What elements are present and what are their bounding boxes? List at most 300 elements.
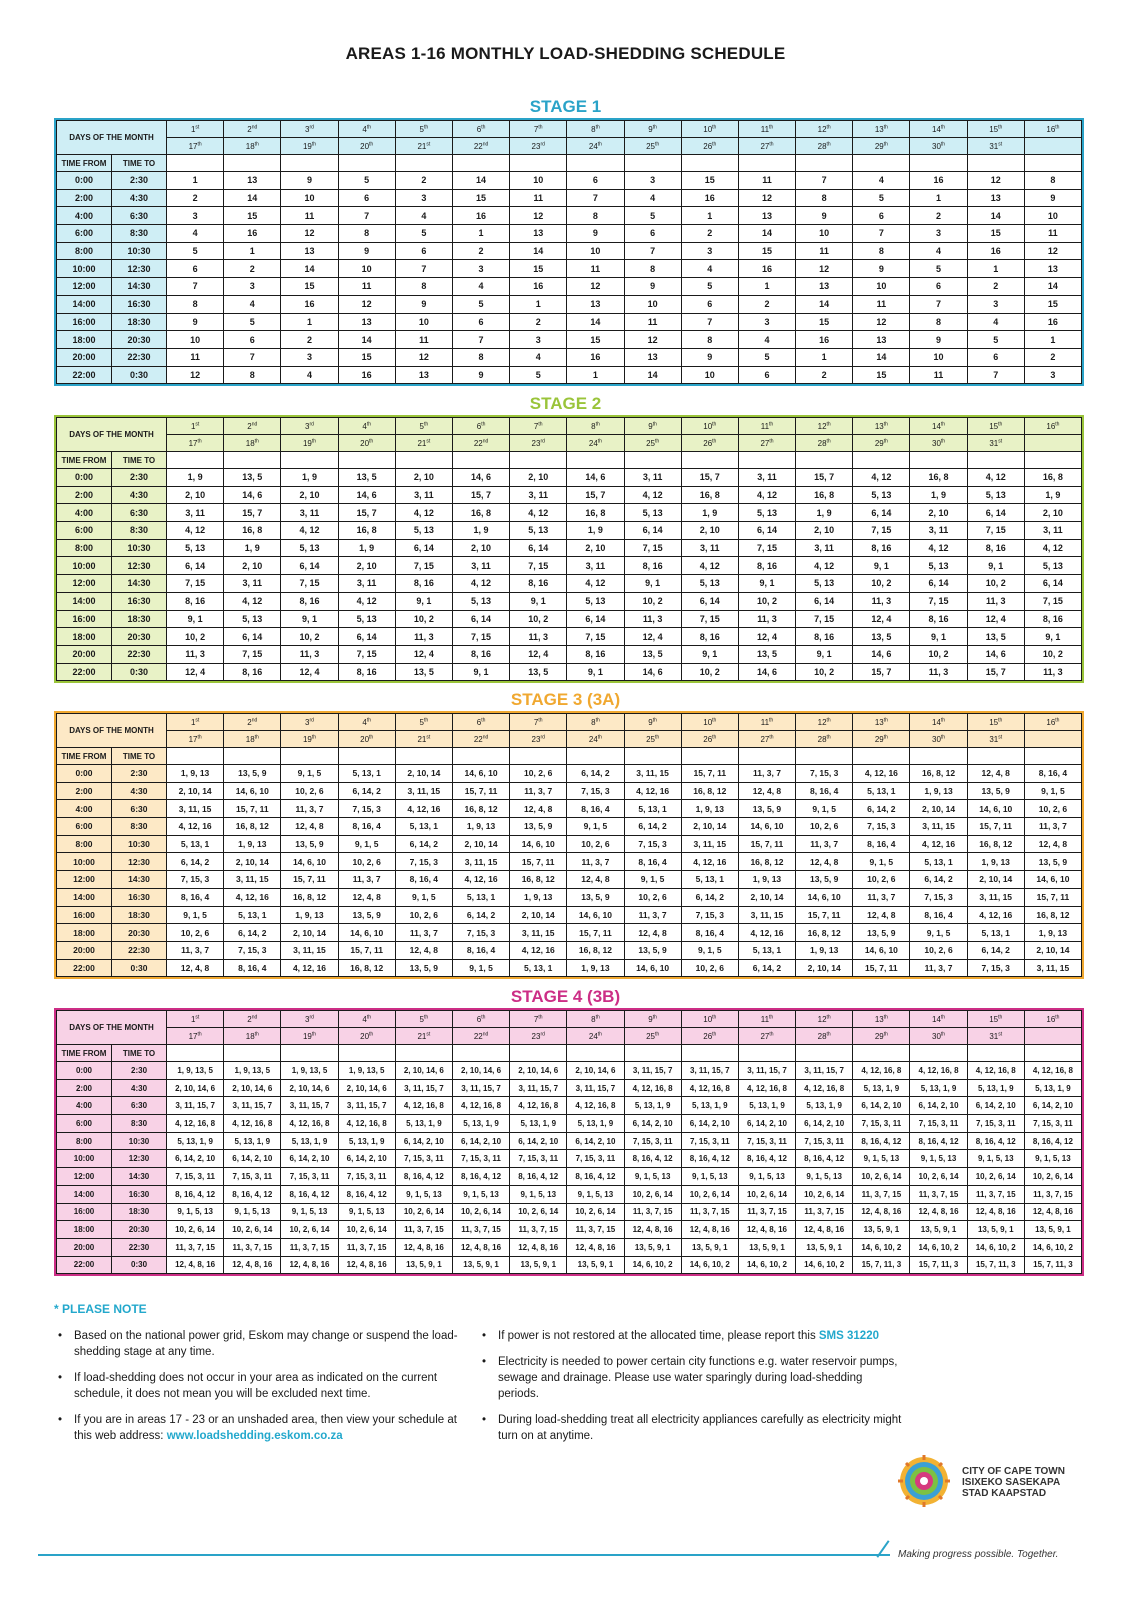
day-suffix: th	[712, 1030, 717, 1037]
area-cell: 5	[510, 366, 567, 384]
time-to: 12:30	[112, 260, 167, 278]
table-row	[57, 1079, 1082, 1097]
area-cell: 10	[395, 313, 452, 331]
area-cell: 16, 8, 12	[681, 782, 738, 800]
area-cell: 8, 16	[796, 628, 853, 646]
day-header	[967, 1028, 1024, 1045]
day-suffix: th	[712, 140, 717, 147]
area-cell: 10, 2	[1024, 645, 1081, 663]
area-cell: 7, 15, 3	[910, 888, 967, 906]
area-cell: 12, 4	[395, 645, 452, 663]
area-cell: 3, 11, 15	[738, 906, 795, 924]
day-number: 5	[419, 421, 424, 431]
area-cell: 11, 3, 7, 15	[1024, 1185, 1081, 1203]
area-cell: 9, 1, 5, 13	[224, 1203, 281, 1221]
day-header	[853, 1028, 910, 1045]
empty-cell	[1024, 748, 1081, 765]
table-row	[57, 260, 1082, 278]
time-to: 6:30	[112, 800, 167, 818]
note-link[interactable]: www.loadshedding.eskom.co.za	[166, 1430, 343, 1442]
area-cell: 8, 16, 4	[167, 888, 224, 906]
area-cell: 11, 3, 7, 15	[395, 1221, 452, 1239]
area-cell: 2, 10, 14	[224, 853, 281, 871]
area-cell: 2, 10, 14, 6	[452, 1062, 509, 1080]
time-from: 10:00	[57, 853, 112, 871]
area-cell: 8	[338, 225, 395, 243]
area-cell: 7, 15	[224, 645, 281, 663]
day-header	[567, 1011, 624, 1028]
day-number: 29	[874, 734, 884, 744]
area-cell: 10, 2, 6	[395, 906, 452, 924]
area-cell: 6, 14	[1024, 575, 1081, 593]
area-cell: 5, 13	[281, 539, 338, 557]
day-header	[910, 121, 967, 138]
day-number: 22	[473, 438, 483, 448]
day-suffix: nd	[482, 733, 489, 740]
area-cell: 7, 15	[1024, 592, 1081, 610]
area-cell: 9	[624, 278, 681, 296]
area-cell: 3	[395, 189, 452, 207]
time-from: 22:00	[57, 1256, 112, 1274]
area-cell: 6, 14, 2	[738, 959, 795, 977]
area-cell: 13, 5, 9	[624, 941, 681, 959]
day-suffix: th	[254, 733, 259, 740]
area-cell: 7, 15, 3	[452, 924, 509, 942]
area-cell: 13, 5, 9, 1	[1024, 1221, 1081, 1239]
day-number: 27	[760, 734, 770, 744]
time-from: 20:00	[57, 1238, 112, 1256]
area-cell: 4, 12	[853, 469, 910, 487]
area-cell: 5, 13	[510, 522, 567, 540]
area-cell: 5, 13, 1, 9	[395, 1115, 452, 1133]
empty-cell	[967, 1045, 1024, 1062]
area-cell: 5, 13, 1, 9	[738, 1097, 795, 1115]
area-cell: 2, 10, 14	[281, 924, 338, 942]
day-header	[281, 138, 338, 155]
time-from: 10:00	[57, 557, 112, 575]
area-cell: 9, 1, 5	[281, 765, 338, 783]
day-header	[738, 418, 795, 435]
table-row	[57, 645, 1082, 663]
note-item	[482, 1354, 902, 1402]
area-cell: 15, 7, 11	[853, 959, 910, 977]
area-cell: 5	[967, 331, 1024, 349]
day-header	[452, 731, 509, 748]
day-suffix: th	[366, 420, 371, 427]
area-cell: 14, 6	[853, 645, 910, 663]
time-to-header: TIME TO	[112, 452, 167, 469]
day-suffix: th	[712, 733, 717, 740]
area-cell: 13, 5	[338, 469, 395, 487]
area-cell: 2	[738, 295, 795, 313]
area-cell: 4, 12	[167, 522, 224, 540]
day-suffix: th	[826, 123, 831, 130]
area-cell: 3, 11, 15, 7	[224, 1097, 281, 1115]
area-cell: 16, 8	[338, 522, 395, 540]
empty-cell	[853, 452, 910, 469]
area-cell: 4, 12, 16, 8	[452, 1097, 509, 1115]
empty-cell	[452, 1045, 509, 1062]
day-suffix: th	[595, 123, 600, 130]
area-cell: 13	[395, 366, 452, 384]
area-cell: 14, 6, 10	[1024, 871, 1081, 889]
time-to: 20:30	[112, 924, 167, 942]
day-number: 2	[247, 1014, 252, 1024]
time-from: 6:00	[57, 225, 112, 243]
table-row	[57, 331, 1082, 349]
area-cell: 6, 14, 2, 10	[624, 1115, 681, 1133]
area-cell: 5, 13, 1, 9	[281, 1132, 338, 1150]
day-suffix: th	[654, 140, 660, 147]
day-header	[910, 714, 967, 731]
area-cell: 7	[167, 278, 224, 296]
area-cell: 6, 14, 2, 10	[738, 1115, 795, 1133]
area-cell: 14, 6	[624, 663, 681, 681]
time-from: 0:00	[57, 1062, 112, 1080]
table-row	[57, 924, 1082, 942]
area-cell: 3, 11, 15	[452, 853, 509, 871]
area-cell: 4	[224, 295, 281, 313]
time-from: 16:00	[57, 313, 112, 331]
area-cell: 7, 15, 3	[624, 835, 681, 853]
day-suffix: th	[998, 1013, 1003, 1020]
day-suffix: th	[424, 1013, 429, 1020]
day-number: 18	[245, 438, 255, 448]
day-suffix: rd	[540, 437, 545, 444]
day-number: 14	[932, 421, 941, 431]
day-header	[567, 435, 624, 452]
stage-schedule-table	[56, 417, 1082, 681]
area-cell: 8, 16, 4	[853, 835, 910, 853]
day-suffix: rd	[309, 420, 314, 427]
table-row	[57, 835, 1082, 853]
day-suffix: th	[597, 140, 602, 147]
area-cell: 10, 2	[624, 592, 681, 610]
day-number: 17	[188, 438, 198, 448]
area-cell: 15, 7, 11	[1024, 888, 1081, 906]
day-header	[452, 1011, 509, 1028]
day-suffix: th	[254, 1030, 259, 1037]
day-number: 6	[476, 421, 482, 431]
city-name-line2: ISIXEKO SASEKAPA	[962, 1477, 1061, 1488]
area-cell: 15, 7, 11	[681, 765, 738, 783]
day-header	[224, 1028, 281, 1045]
area-cell: 6	[567, 172, 624, 190]
note-text: If you are in areas 17 - 23 or an unshaded area, then view your schedule at this web address:	[74, 1414, 457, 1442]
area-cell: 10, 2, 6, 14	[624, 1185, 681, 1203]
area-cell: 12, 4, 8	[338, 888, 395, 906]
notes-title: * PLEASE NOTE	[54, 1302, 147, 1316]
day-suffix: th	[197, 733, 202, 740]
area-cell: 11	[281, 207, 338, 225]
area-cell: 13	[967, 189, 1024, 207]
day-header	[167, 1011, 224, 1028]
empty-cell	[167, 452, 224, 469]
time-from: 18:00	[57, 628, 112, 646]
area-cell: 2	[281, 331, 338, 349]
area-cell: 7, 15, 3, 11	[967, 1115, 1024, 1133]
day-suffix: th	[481, 123, 486, 130]
area-cell: 9, 1	[853, 557, 910, 575]
area-cell: 7, 15, 3	[681, 906, 738, 924]
note-link[interactable]: SMS 31220	[818, 1330, 879, 1342]
area-cell: 8, 16, 4, 12	[567, 1168, 624, 1186]
day-number: 28	[817, 438, 827, 448]
area-cell: 5, 13, 1	[395, 818, 452, 836]
empty-cell	[738, 1045, 795, 1062]
empty-cell	[681, 155, 738, 172]
day-number: 10	[703, 1014, 713, 1024]
area-cell: 6, 14, 2	[338, 782, 395, 800]
area-cell: 6, 14, 2, 10	[853, 1097, 910, 1115]
area-cell: 8, 16, 4	[395, 871, 452, 889]
area-cell: 8	[910, 313, 967, 331]
table-row	[57, 906, 1082, 924]
day-number: 19	[302, 438, 312, 448]
area-cell: 7	[224, 348, 281, 366]
area-cell: 12, 4, 8	[510, 800, 567, 818]
day-number: 16	[1046, 421, 1056, 431]
day-header	[510, 731, 567, 748]
time-to: 14:30	[112, 278, 167, 296]
day-suffix: th	[652, 716, 657, 723]
area-cell: 9, 1	[681, 645, 738, 663]
empty-cell	[738, 452, 795, 469]
area-cell: 1, 9	[681, 504, 738, 522]
area-cell: 16, 8, 12	[281, 888, 338, 906]
area-cell: 10, 2, 6, 14	[567, 1203, 624, 1221]
time-from: 10:00	[57, 1150, 112, 1168]
empty-cell	[338, 452, 395, 469]
area-cell: 8, 16, 4, 12	[510, 1168, 567, 1186]
day-suffix: th	[712, 437, 717, 444]
day-suffix: st	[426, 733, 431, 740]
day-number: 2	[247, 421, 252, 431]
day-suffix: th	[311, 437, 317, 444]
day-header	[224, 731, 281, 748]
empty-cell	[567, 155, 624, 172]
area-cell: 6, 14, 2	[967, 941, 1024, 959]
area-cell: 9, 1, 5, 13	[510, 1185, 567, 1203]
time-from: 22:00	[57, 959, 112, 977]
day-suffix: th	[940, 437, 946, 444]
area-cell: 7, 15	[796, 610, 853, 628]
area-cell: 9, 1	[1024, 628, 1081, 646]
area-cell: 9, 1, 5	[567, 818, 624, 836]
day-header	[567, 714, 624, 731]
time-to: 14:30	[112, 1168, 167, 1186]
area-cell: 5, 13	[738, 504, 795, 522]
area-cell: 15	[224, 207, 281, 225]
day-suffix: th	[254, 140, 259, 147]
day-number: 2	[247, 124, 252, 134]
area-cell: 14	[510, 242, 567, 260]
area-cell: 4	[738, 331, 795, 349]
table-row	[57, 853, 1082, 871]
area-cell: 7, 15, 3	[224, 941, 281, 959]
empty-cell	[1024, 1045, 1081, 1062]
day-suffix: th	[769, 123, 774, 130]
area-cell: 10, 2	[738, 592, 795, 610]
area-cell: 5, 13, 1	[910, 853, 967, 871]
day-number: 12	[817, 124, 827, 134]
day-header	[510, 1011, 567, 1028]
empty-cell	[395, 155, 452, 172]
area-cell: 12, 4, 8	[395, 941, 452, 959]
day-number: 20	[360, 438, 370, 448]
empty-cell	[624, 155, 681, 172]
area-cell: 2	[510, 313, 567, 331]
time-to: 18:30	[112, 313, 167, 331]
area-cell: 4	[967, 313, 1024, 331]
area-cell: 15, 7	[224, 504, 281, 522]
area-cell: 6, 14	[738, 522, 795, 540]
table-row	[57, 486, 1082, 504]
area-cell: 5, 13	[395, 522, 452, 540]
time-to: 0:30	[112, 663, 167, 681]
day-number: 18	[245, 734, 255, 744]
area-cell: 7, 15, 3	[796, 765, 853, 783]
stage-title: STAGE 4 (3B)	[510, 987, 621, 1006]
day-suffix: rd	[540, 733, 545, 740]
area-cell: 16	[567, 348, 624, 366]
area-cell: 13, 5	[853, 628, 910, 646]
area-cell: 1, 9, 13	[224, 835, 281, 853]
area-cell: 1, 9, 13, 5	[338, 1062, 395, 1080]
area-cell: 13, 5, 9, 1	[395, 1256, 452, 1274]
day-number: 23	[531, 438, 541, 448]
area-cell: 8, 16, 4	[338, 818, 395, 836]
area-cell: 3, 11, 15, 7	[796, 1062, 853, 1080]
area-cell: 2, 10, 14, 6	[395, 1062, 452, 1080]
area-cell: 14, 6	[224, 486, 281, 504]
day-header	[167, 1028, 224, 1045]
empty-cell	[624, 1045, 681, 1062]
day-number: 19	[302, 141, 312, 151]
day-header	[510, 714, 567, 731]
day-number: 31	[989, 141, 999, 151]
area-cell: 7	[796, 172, 853, 190]
area-cell: 12	[738, 189, 795, 207]
time-from: 2:00	[57, 1079, 112, 1097]
day-suffix: th	[883, 140, 888, 147]
area-cell: 1	[510, 295, 567, 313]
area-cell: 8, 16	[681, 628, 738, 646]
day-number: 28	[817, 734, 827, 744]
area-cell: 9, 1, 5	[1024, 782, 1081, 800]
area-cell: 12, 4, 8	[167, 959, 224, 977]
area-cell: 13, 5, 9	[281, 835, 338, 853]
area-cell: 14, 6, 10	[796, 888, 853, 906]
day-suffix: th	[712, 1013, 717, 1020]
day-number: 25	[646, 1031, 655, 1041]
area-cell: 16, 8, 12	[796, 924, 853, 942]
day-suffix: th	[769, 716, 774, 723]
time-from: 14:00	[57, 295, 112, 313]
area-cell: 5	[338, 172, 395, 190]
note-text: Based on the national power grid, Eskom may change or suspend the load-shedding stage at any time.	[74, 1330, 458, 1358]
area-cell: 5, 13, 1, 9	[224, 1132, 281, 1150]
area-cell: 15	[853, 366, 910, 384]
area-cell: 2, 10, 14	[967, 871, 1024, 889]
empty-cell	[338, 748, 395, 765]
area-cell: 9, 1, 5, 13	[681, 1168, 738, 1186]
day-number: 1	[190, 717, 196, 727]
area-cell: 10, 2, 6, 14	[1024, 1168, 1081, 1186]
area-cell: 10, 2, 6, 14	[796, 1185, 853, 1203]
area-cell: 5, 13, 1, 9	[167, 1132, 224, 1150]
tagline: Making progress possible. Together.	[898, 1549, 1059, 1560]
day-suffix: th	[652, 123, 657, 130]
area-cell: 16, 8	[796, 486, 853, 504]
day-number: 25	[646, 734, 655, 744]
day-number: 20	[360, 734, 370, 744]
time-to: 16:30	[112, 1185, 167, 1203]
time-to: 4:30	[112, 189, 167, 207]
area-cell: 16, 8	[224, 522, 281, 540]
area-cell: 13	[738, 207, 795, 225]
day-number: 29	[874, 141, 884, 151]
area-cell: 4, 12	[510, 504, 567, 522]
area-cell: 8, 16, 4, 12	[738, 1150, 795, 1168]
day-number: 12	[817, 717, 827, 727]
table-row	[57, 941, 1082, 959]
area-cell: 8	[853, 242, 910, 260]
day-header	[452, 121, 509, 138]
area-cell: 12, 4, 8	[853, 906, 910, 924]
time-to: 8:30	[112, 1115, 167, 1133]
table-row	[57, 1185, 1082, 1203]
area-cell: 8, 16	[738, 557, 795, 575]
area-cell: 3, 11, 15, 7	[167, 1097, 224, 1115]
time-to: 4:30	[112, 782, 167, 800]
area-cell: 12, 4, 8	[967, 765, 1024, 783]
area-cell: 4, 12	[567, 575, 624, 593]
empty-cell	[224, 155, 281, 172]
area-cell: 6, 14	[853, 504, 910, 522]
area-cell: 13	[853, 331, 910, 349]
time-to: 8:30	[112, 522, 167, 540]
area-cell: 2, 10	[395, 469, 452, 487]
area-cell: 7, 15, 3, 11	[338, 1168, 395, 1186]
area-cell: 5, 13, 1, 9	[452, 1115, 509, 1133]
area-cell: 15, 7, 11	[796, 906, 853, 924]
empty-cell	[910, 748, 967, 765]
area-cell: 13, 5, 9, 1	[853, 1221, 910, 1239]
area-cell: 13, 5, 9, 1	[738, 1238, 795, 1256]
time-to: 6:30	[112, 207, 167, 225]
area-cell: 6, 14, 2	[624, 818, 681, 836]
area-cell: 4, 12	[224, 592, 281, 610]
area-cell: 5	[624, 207, 681, 225]
area-cell: 5, 13	[624, 504, 681, 522]
area-cell: 5, 13, 1	[510, 959, 567, 977]
time-to: 0:30	[112, 959, 167, 977]
area-cell: 9, 1, 5	[395, 888, 452, 906]
day-number: 23	[531, 141, 541, 151]
area-cell: 11, 3, 7, 15	[567, 1221, 624, 1239]
table-row	[57, 172, 1082, 190]
area-cell: 9, 1	[395, 592, 452, 610]
area-cell: 11, 3	[281, 645, 338, 663]
time-to: 16:30	[112, 592, 167, 610]
area-cell: 8, 16	[853, 539, 910, 557]
area-cell: 9	[796, 207, 853, 225]
area-cell: 11, 3, 7	[167, 941, 224, 959]
day-number: 9	[648, 124, 653, 134]
area-cell: 4, 12, 16	[624, 782, 681, 800]
time-to-header: TIME TO	[112, 155, 167, 172]
